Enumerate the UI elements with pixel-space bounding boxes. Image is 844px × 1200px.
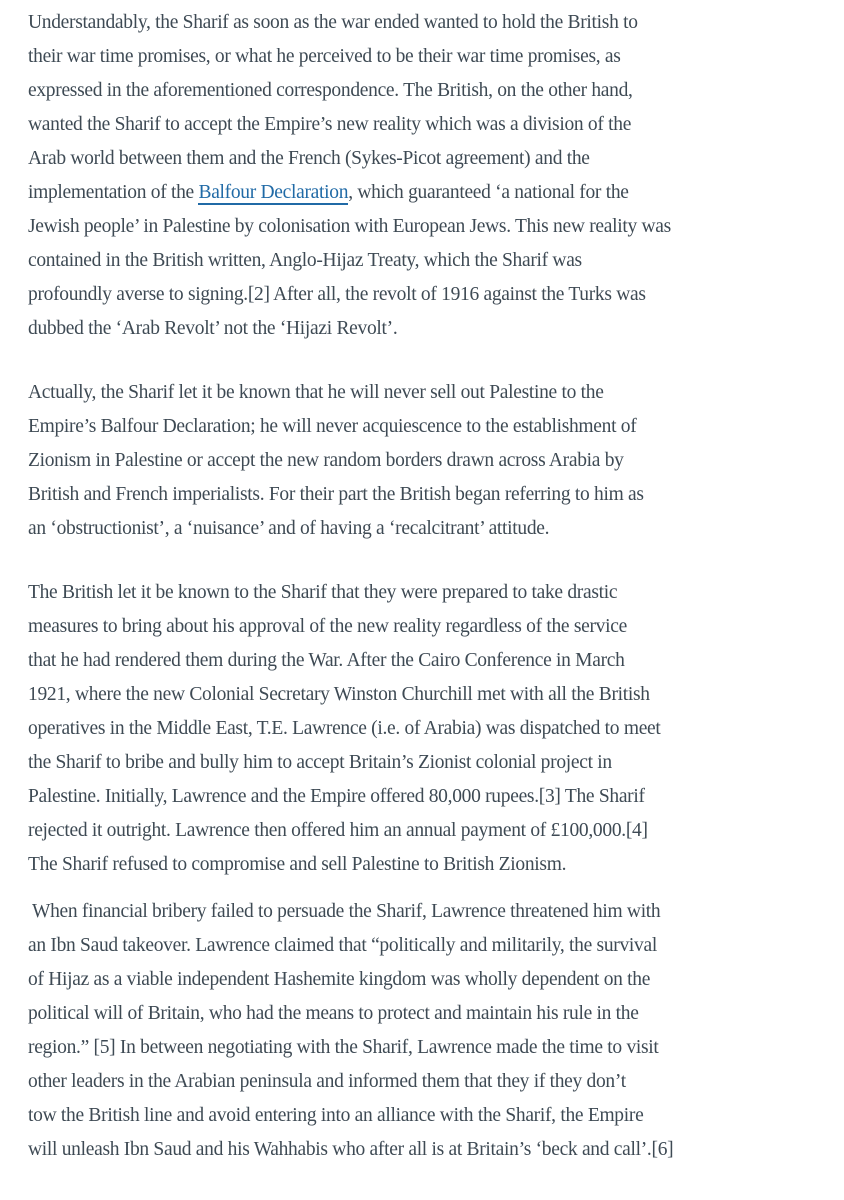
text-line: [28, 278, 816, 312]
text-segment: rejected it outright. Lawrence then offered him an annual payment of £100,000.[4]: [28, 820, 648, 841]
text-segment: Jewish people’ in Palestine by colonisation with European Jews. This new reality was: [28, 216, 671, 237]
text-segment: implementation of the: [28, 182, 199, 203]
text-segment: profoundly averse to signing.[2] After all, the revolt of 1916 against the Turks was: [28, 284, 646, 305]
text-segment: other leaders in the Arabian peninsula and informed them that they if they don’t: [28, 1071, 626, 1092]
text-line: [28, 410, 816, 444]
text-line: [28, 963, 816, 997]
text-segment: dubbed the ‘Arab Revolt’ not the ‘Hijazi Revolt’.: [28, 318, 398, 339]
text-line: [28, 1099, 816, 1133]
text-line: [28, 176, 816, 210]
text-line: [28, 312, 816, 346]
text-segment: , which guaranteed ‘a national for the: [348, 182, 629, 203]
text-segment: Actually, the Sharif let it be known that he will never sell out Palestine to the: [28, 382, 604, 403]
text-segment: region.” [5] In between negotiating with the Sharif, Lawrence made the time to visit: [28, 1037, 659, 1058]
text-line: [28, 1065, 816, 1099]
text-segment: expressed in the aforementioned correspondence. The British, on the other hand,: [28, 80, 633, 101]
text-line: [28, 1133, 816, 1167]
text-line: [28, 74, 816, 108]
text-line: [28, 929, 816, 963]
text-line: [28, 712, 816, 746]
text-segment: wanted the Sharif to accept the Empire’s new reality which was a division of the: [28, 114, 632, 135]
text-segment: measures to bring about his approval of the new reality regardless of the service: [28, 616, 627, 637]
text-line: [28, 210, 816, 244]
text-segment: an ‘obstructionist’, a ‘nuisance’ and of having a ‘recalcitrant’ attitude.: [28, 518, 550, 539]
paragraph-2: [28, 376, 816, 546]
text-segment: British and French imperialists. For their part the British began referring to him as: [28, 484, 644, 505]
text-line: [28, 814, 816, 848]
text-segment: Zionism in Palestine or accept the new random borders drawn across Arabia by: [28, 450, 624, 471]
text-line: [28, 746, 816, 780]
text-line: [28, 142, 816, 176]
text-line: [28, 444, 816, 478]
text-line: [28, 1031, 816, 1065]
text-segment: When financial bribery failed to persuade the Sharif, Lawrence threatened him with: [32, 901, 661, 922]
text-segment: that he had rendered them during the War. After the Cairo Conference in March: [28, 650, 625, 671]
text-line: [28, 610, 816, 644]
text-segment: operatives in the Middle East, T.E. Lawrence (i.e. of Arabia) was dispatched to meet: [28, 718, 661, 739]
text-line: [28, 108, 816, 142]
text-segment: Palestine. Initially, Lawrence and the Empire offered 80,000 rupees.[3] The Sharif: [28, 786, 645, 807]
text-line: [28, 780, 816, 814]
text-line: [28, 644, 816, 678]
text-line: [28, 576, 816, 610]
text-line: [28, 40, 816, 74]
text-segment: their war time promises, or what he perceived to be their war time promises, as: [28, 46, 621, 67]
text-segment: The Sharif refused to compromise and sell Palestine to British Zionism.: [28, 854, 567, 875]
paragraph-3: [28, 576, 816, 882]
text-segment: will unleash Ibn Saud and his Wahhabis who after all is at Britain’s ‘beck and call’.[6]: [28, 1139, 674, 1160]
text-segment: Arab world between them and the French (Sykes-Picot agreement) and the: [28, 148, 590, 169]
text-segment: the Sharif to bribe and bully him to accept Britain’s Zionist colonial project in: [28, 752, 612, 773]
text-line: [28, 997, 816, 1031]
text-segment: tow the British line and avoid entering into an alliance with the Sharif, the Empire: [28, 1105, 644, 1126]
text-line: [28, 6, 816, 40]
text-segment: contained in the British written, Anglo-Hijaz Treaty, which the Sharif was: [28, 250, 582, 271]
text-segment: Understandably, the Sharif as soon as the war ended wanted to hold the British to: [28, 12, 638, 33]
text-line: [28, 376, 816, 410]
text-line: [28, 678, 816, 712]
text-segment: 1921, where the new Colonial Secretary Winston Churchill met with all the British: [28, 684, 650, 705]
text-segment: The British let it be known to the Sharif that they were prepared to take drastic: [28, 582, 618, 603]
paragraph-4: [28, 895, 816, 1167]
text-segment: an Ibn Saud takeover. Lawrence claimed that “politically and militarily, the survival: [28, 935, 657, 956]
text-segment: Empire’s Balfour Declaration; he will never acquiescence to the establishment of: [28, 416, 637, 437]
text-line: [28, 512, 816, 546]
text-line: [28, 848, 816, 882]
text-line: [28, 895, 816, 929]
text-line: [28, 478, 816, 512]
text-segment: political will of Britain, who had the means to protect and maintain his rule in the: [28, 1003, 639, 1024]
paragraph-1: [28, 6, 816, 346]
text-line: [28, 244, 816, 278]
text-segment: of Hijaz as a viable independent Hashemite kingdom was wholly dependent on the: [28, 969, 651, 990]
balfour-declaration-link[interactable]: Balfour Declaration: [198, 182, 349, 203]
